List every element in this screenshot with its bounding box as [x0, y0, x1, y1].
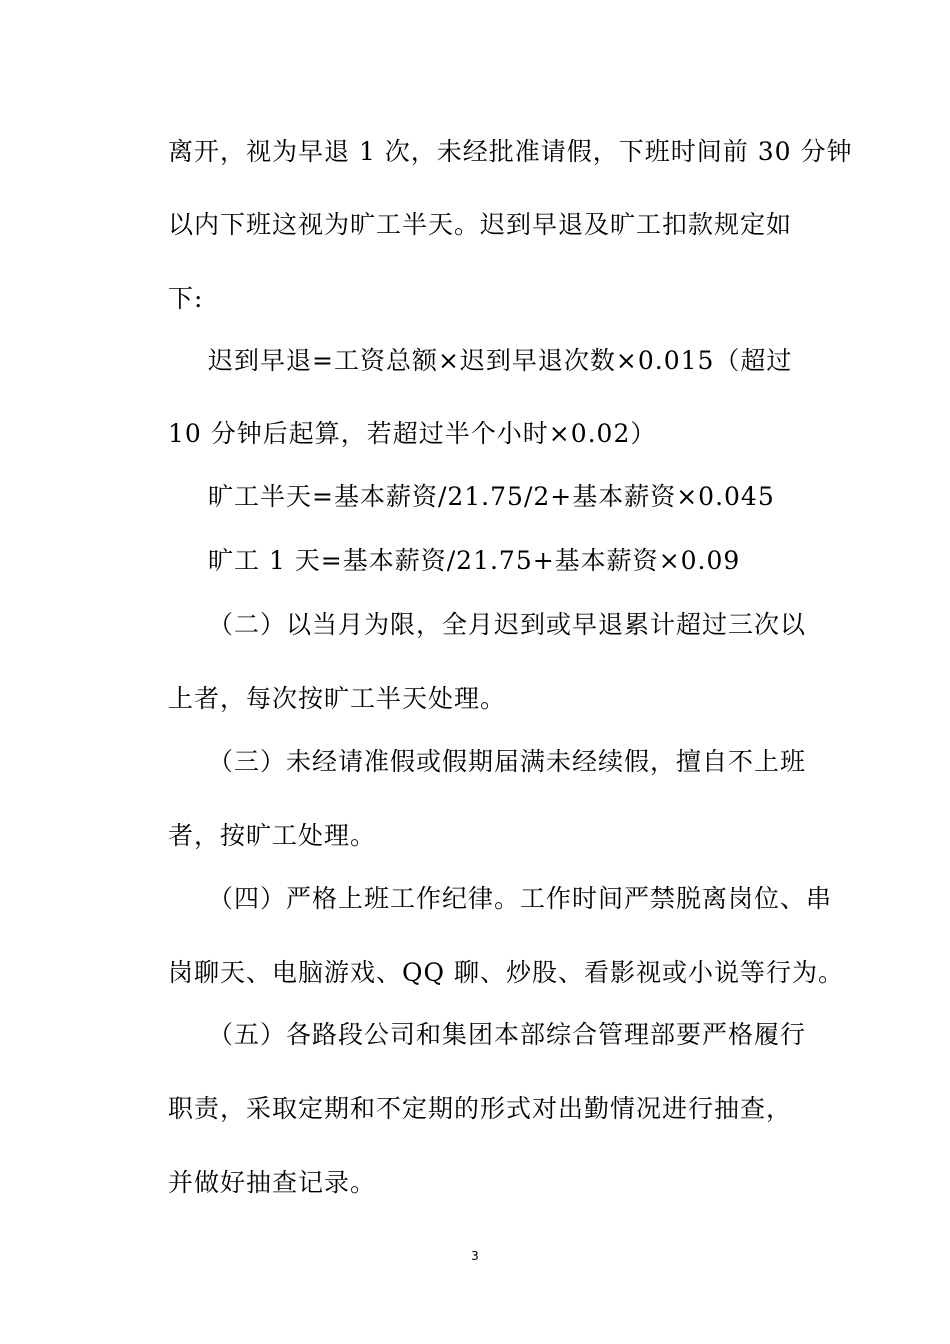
text-line-7: 旷工 1 天=基本薪资/21.75+基本薪资×0.09 [208, 546, 741, 575]
text-line-10: （三）未经请准假或假期届满未经续假，擅自不上班 [208, 747, 807, 776]
text-line-3: 下: [168, 284, 204, 313]
text-line-8: （二）以当月为限，全月迟到或早退累计超过三次以 [208, 610, 807, 639]
text-line-1: 离开，视为早退 1 次，未经批准请假，下班时间前 30 分钟 [168, 137, 853, 166]
text-line-15: 职责，采取定期和不定期的形式对出勤情况进行抽查， [168, 1094, 793, 1123]
text-line-12: （四）严格上班工作纪律。工作时间严禁脱离岗位、串 [208, 884, 833, 913]
text-line-9: 上者，每次按旷工半天处理。 [168, 684, 507, 713]
text-line-16: 并做好抽查记录。 [168, 1168, 377, 1197]
page-number: 3 [471, 1249, 479, 1263]
text-line-14: （五）各路段公司和集团本部综合管理部要严格履行 [208, 1020, 807, 1049]
text-line-2: 以内下班这视为旷工半天。迟到早退及旷工扣款规定如 [168, 210, 793, 239]
text-line-5: 10 分钟后起算，若超过半个小时×0.02） [168, 419, 657, 448]
text-line-13: 岗聊天、电脑游戏、QQ 聊、炒股、看影视或小说等行为。 [168, 958, 844, 987]
text-line-6: 旷工半天=基本薪资/21.75/2+基本薪资×0.045 [208, 482, 775, 511]
text-line-4: 迟到早退=工资总额×迟到早退次数×0.015（超过 [208, 346, 793, 375]
text-line-11: 者，按旷工处理。 [168, 821, 377, 850]
